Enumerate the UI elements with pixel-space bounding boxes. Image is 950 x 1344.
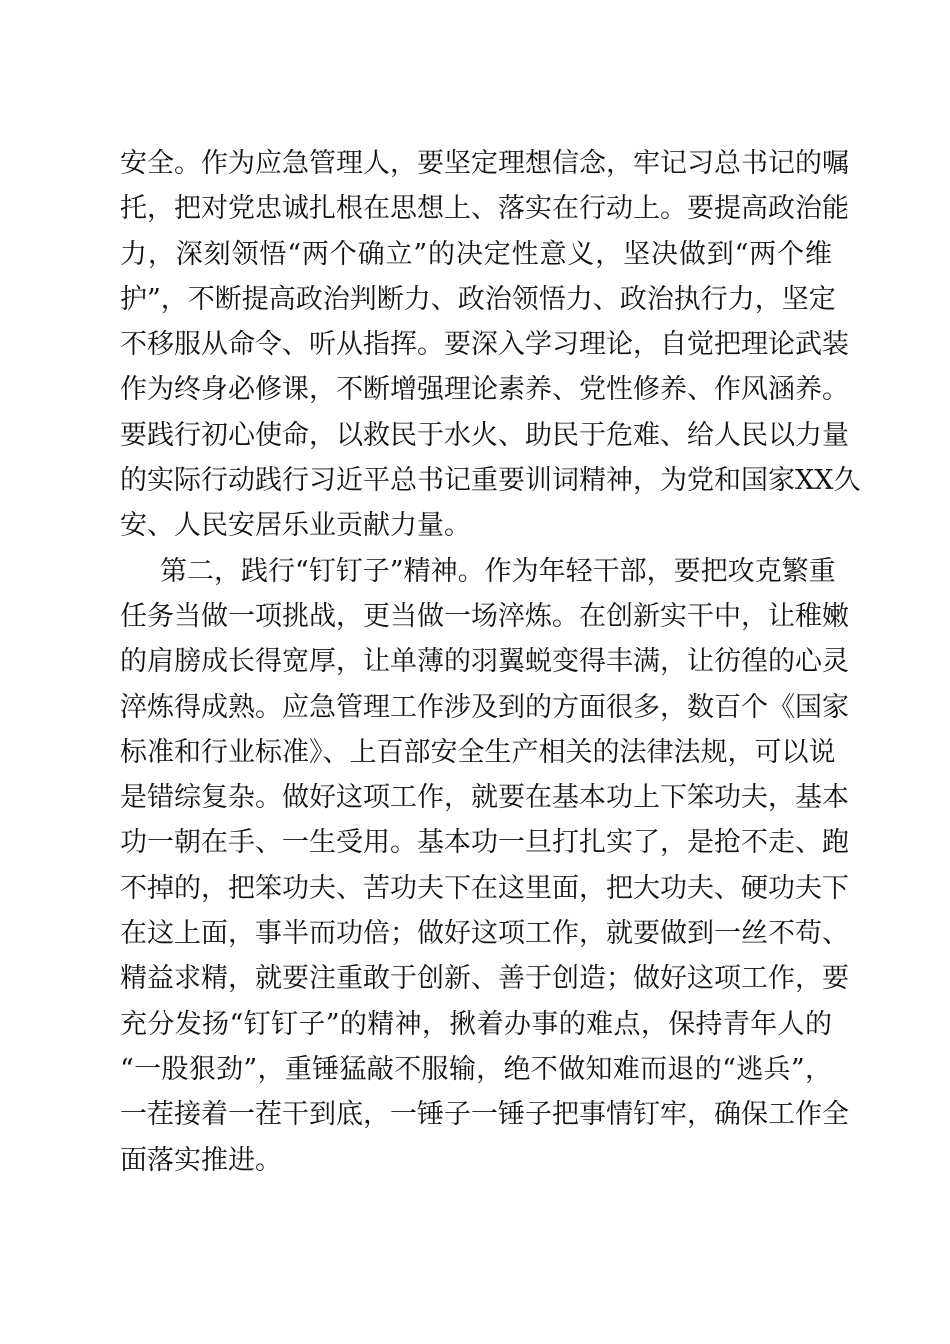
text-line: 任务当做一项挑战，更当做一场淬炼。在创新实干中，让稚嫩: [120, 600, 849, 632]
text-line: 要践行初心使命，以救民于水火、助民于危难、给人民以力量: [120, 419, 849, 451]
text-line: 作为终身必修课，不断增强理论素养、党性修养、作风涵养。: [120, 374, 849, 406]
paragraph-1: [120, 141, 861, 549]
text-line: 标准和行业标准》、上百部安全生产相关的法律法规，可以说: [120, 736, 836, 768]
text-line: “一股狠劲”，重锤猛敲不服输，绝不做知难而退的“逃兵”，: [120, 1053, 832, 1085]
text-line: 在这上面，事半而功倍；做好这项工作，就要做到一丝不苟、: [120, 918, 849, 950]
paragraph-2: [120, 549, 849, 1183]
text-line: 一茬接着一茬干到底，一锤子一锤子把事情钉牢，确保工作全: [120, 1099, 849, 1131]
text-line: 面落实推进。: [120, 1144, 282, 1176]
document-body: [120, 141, 861, 1183]
text-line: 充分发扬“钉钉子”的精神，揪着办事的难点，保持青年人的: [120, 1008, 832, 1040]
text-line: 淬炼得成熟。应急管理工作涉及到的方面很多，数百个《国家: [120, 691, 849, 723]
text-line: 的肩膀成长得宽厚，让单薄的羽翼蜕变得丰满，让彷徨的心灵: [120, 646, 849, 678]
text-line: 不移服从命令、听从指挥。要深入学习理论，自觉把理论武装: [120, 329, 849, 361]
text-line: 精益求精，就要注重敢于创新、善于创造；做好这项工作，要: [120, 963, 849, 995]
text-line: 托，把对党忠诚扎根在思想上、落实在行动上。要提高政治能: [120, 193, 849, 225]
text-line: 是错综复杂。做好这项工作，就要在基本功上下笨功夫，基本: [120, 782, 849, 814]
text-line: 力，深刻领悟“两个确立”的决定性意义，坚决做到“两个维: [120, 238, 832, 270]
text-line: 功一朝在手、一生受用。基本功一旦打扎实了，是抢不走、跑: [120, 827, 849, 859]
text-line: 护”，不断提高政治判断力、政治领悟力、政治执行力，坚定: [120, 283, 836, 315]
text-line: 安全。作为应急管理人，要坚定理想信念，牢记习总书记的嘱: [120, 148, 849, 179]
text-line: 安、人民安居乐业贡献力量。: [120, 510, 471, 542]
text-line: 第二，践行“钉钉子”精神。作为年轻干部，要把攻克繁重: [160, 555, 836, 587]
text-line: 的实际行动践行习近平总书记重要训词精神，为党和国家XX久: [120, 465, 861, 497]
text-line: 不掉的，把笨功夫、苦功夫下在这里面，把大功夫、硬功夫下: [120, 872, 849, 904]
